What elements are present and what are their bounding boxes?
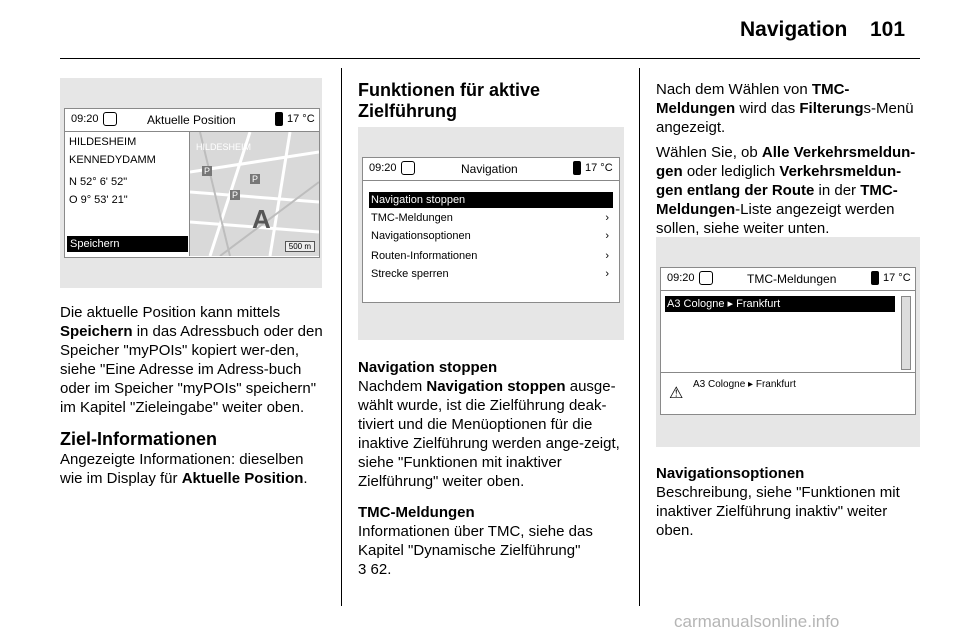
street-line: KENNEDYDAMM xyxy=(69,154,156,166)
subheading: Navigation stoppen xyxy=(358,359,498,376)
temperature: 17 °C xyxy=(585,162,613,174)
info-paragraph: Angezeigte Informationen: dieselben wie im Display für Aktuelle Position. xyxy=(60,451,308,487)
temperature: 17 °C xyxy=(287,113,315,125)
map-scale: 500 m xyxy=(285,241,315,252)
position-screenshot xyxy=(60,78,322,288)
tmc-intro-paragraph: Nach dem Wählen von TMC-Meldungen wird das Filterungs-Menü angezeigt. xyxy=(656,81,914,136)
options-paragraph: Beschreibung, siehe "Funktionen mit inaktiver Zielführung inaktiv" weiter oben. xyxy=(656,484,900,539)
watermark: carmanualsonline.info xyxy=(674,612,840,631)
clock: 09:20 xyxy=(369,162,397,174)
menu-item-routen-informationen[interactable]: Routen-Informationen › xyxy=(371,250,609,262)
stop-paragraph: Nachdem Navigation stoppen ausge-wählt wurde, ist die Zielführung deak-tiviert und die Menüoptionen für die inaktive Zielführung werden ange-zeigt, siehe "Funktionen mit inaktiver Zielführung" weiter oben. xyxy=(358,378,620,490)
column-divider-2 xyxy=(639,68,640,606)
screen-title: Navigation xyxy=(461,162,518,176)
latitude-line: N 52° 6' 52" xyxy=(69,176,128,188)
tmc-screenshot xyxy=(656,237,920,447)
section-heading: Funktionen für aktive Zielführung xyxy=(358,80,541,121)
map-city-label: HILDESHEIM xyxy=(196,142,252,152)
thermometer-icon xyxy=(573,161,581,175)
traffic-warning-icon: ⚠ xyxy=(669,385,684,402)
chevron-right-icon: › xyxy=(605,268,609,280)
thermometer-icon xyxy=(871,271,879,285)
screen-title: Aktuelle Position xyxy=(147,113,236,127)
section-heading: Ziel-Informationen xyxy=(60,429,217,449)
page-number: 101 xyxy=(870,18,906,41)
scrollbar[interactable] xyxy=(901,296,911,370)
menu-item-navigation-stoppen[interactable]: Navigation stoppen xyxy=(369,192,613,208)
svg-text:A: A xyxy=(252,204,271,234)
parking-icon: P xyxy=(204,166,211,176)
page-header-title: Navigation xyxy=(740,18,848,41)
nav-status-icon xyxy=(103,112,117,126)
filter-paragraph: Wählen Sie, ob Alle Verkehrsmeldun-gen oder lediglich Verkehrsmeldun-gen entlang der Route in der TMC-Meldungen-Liste angezeigt werden sollen, siehe weiter unten. xyxy=(656,144,916,237)
tmc-detail-row xyxy=(661,372,915,415)
subheading: TMC-Meldungen xyxy=(358,504,475,521)
column-divider-1 xyxy=(341,68,342,606)
header-rule xyxy=(60,58,920,59)
menu-item-tmc-meldungen[interactable]: TMC-Meldungen › xyxy=(371,212,609,224)
nav-status-icon xyxy=(699,271,713,285)
nav-status-icon xyxy=(401,161,415,175)
thermometer-icon xyxy=(275,112,283,126)
position-text-panel xyxy=(65,132,190,256)
tmc-detail-text: A3 Cologne ▸ Frankfurt xyxy=(693,379,796,390)
tmc-list-item-selected[interactable]: A3 Cologne ▸ Frankfurt xyxy=(665,296,895,312)
chevron-right-icon: › xyxy=(605,212,609,224)
chevron-right-icon: › xyxy=(605,250,609,262)
page-reference[interactable]: 3 62. xyxy=(358,561,392,578)
menu-item-strecke-sperren[interactable]: Strecke sperren › xyxy=(371,268,609,280)
map-panel xyxy=(190,132,319,256)
city-line: HILDESHEIM xyxy=(69,136,137,148)
menu-item-navigationsoptionen[interactable]: Navigationsoptionen › xyxy=(371,230,609,242)
longitude-line: O 9° 53' 21" xyxy=(69,194,128,206)
screen-title: TMC-Meldungen xyxy=(747,272,837,286)
parking-icon: P xyxy=(252,174,259,184)
temperature: 17 °C xyxy=(883,272,911,284)
save-button[interactable]: Speichern xyxy=(67,236,188,252)
chevron-right-icon: › xyxy=(605,230,609,242)
parking-icon: P xyxy=(232,190,239,200)
subheading: Navigationsoptionen xyxy=(656,465,805,482)
clock: 09:20 xyxy=(71,113,99,125)
clock: 09:20 xyxy=(667,272,695,284)
position-paragraph: Die aktuelle Position kann mittels Speichern in das Adressbuch oder den Speicher "myPOIs" kopiert wer-den, siehe "Eine Adresse im Adress-buch oder im Speicher "myPOIs" speichern" im Kapitel "Zieleingabe" weiter oben. xyxy=(60,304,323,416)
navigation-menu-screenshot xyxy=(358,127,624,340)
tmc-paragraph: Informationen über TMC, siehe das Kapitel "Dynamische Zielführung" xyxy=(358,523,593,559)
